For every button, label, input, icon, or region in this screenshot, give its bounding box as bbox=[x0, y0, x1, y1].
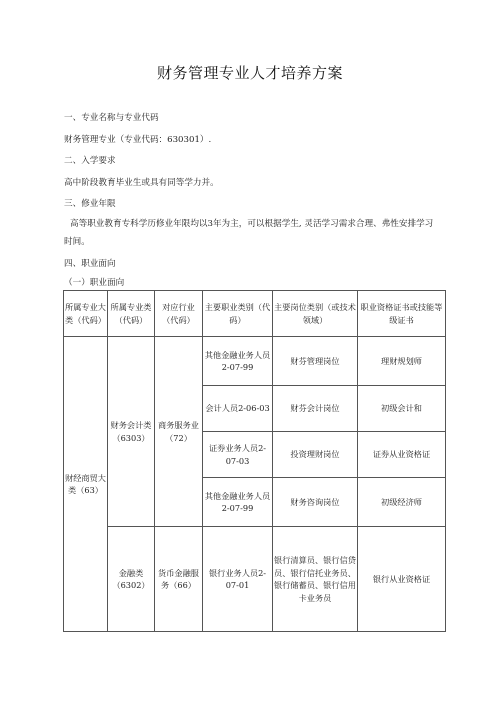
cell-certificate: 理财规划师 bbox=[358, 337, 446, 386]
header-major-category: 所属专业大类（代码） bbox=[64, 291, 108, 337]
cell-occupation: 其他金融业务人员2-07-99 bbox=[203, 478, 273, 527]
cell-occupation: 会计人员2-06-03 bbox=[203, 386, 273, 432]
section-4-subheading: （一）职业面向 bbox=[64, 278, 125, 288]
cell-certificate: 初级经济师 bbox=[358, 478, 446, 527]
cell-position: 投资理财岗位 bbox=[273, 432, 358, 478]
cell-major-category: 财经商贸大类（63） bbox=[64, 337, 108, 632]
document-title: 财务管理专业人才培养方案 bbox=[156, 64, 343, 82]
cell-position: 财芬管理岗位 bbox=[273, 337, 358, 386]
header-occupation: 主要职业类别（代码） bbox=[203, 291, 273, 337]
cell-position: 财芬会计岗位 bbox=[273, 386, 358, 432]
section-2-text: 高中阶段教育毕业生或具有同等学力并。 bbox=[64, 178, 219, 188]
cell-industry-monetary: 货币金融服务（66） bbox=[155, 527, 203, 632]
cell-major-class-banking: 金融类（6302） bbox=[108, 527, 155, 632]
table-row bbox=[64, 527, 446, 632]
section-2-heading: 二、入学要求 bbox=[64, 156, 116, 166]
cell-position: 银行清算员、银行信贷员、银行信托业务员、银行储蓄员、银行信用卡业务员 bbox=[273, 527, 358, 632]
cell-occupation: 其他金融业务人员2-07-99 bbox=[203, 337, 273, 386]
cell-certificate: 证券从业资格证 bbox=[358, 432, 446, 478]
section-4-heading: 四、职业面向 bbox=[64, 259, 116, 269]
cell-industry-business: 商务服务业（72） bbox=[155, 337, 203, 527]
section-1-heading: 一、专业名称与专业代码 bbox=[64, 113, 159, 123]
header-position: 主要岗位类别（或技术领域） bbox=[273, 291, 358, 337]
table-header-row bbox=[64, 291, 446, 337]
header-certificate: 职业资格证书或技能等级证书 bbox=[358, 291, 446, 337]
cell-major-class-finance: 财务会计类（6303） bbox=[108, 337, 155, 527]
cell-occupation: 银行业务人员2-07-01 bbox=[203, 527, 273, 632]
cell-position: 财务咨询岗位 bbox=[273, 478, 358, 527]
header-major-class: 所属专业类（代码） bbox=[108, 291, 155, 337]
section-3-text-line2: 时间。 bbox=[64, 237, 90, 247]
table-row bbox=[64, 337, 446, 386]
cell-certificate: 银行从业资格证 bbox=[358, 527, 446, 632]
section-3-text-line1: 高等职业教育专科学历修业年限均以3年为主，可以根据学生, 灵活学习需求合理、弗性安排学习 bbox=[70, 219, 434, 229]
career-table bbox=[63, 290, 446, 632]
section-3-heading: 三、修业年限 bbox=[64, 199, 116, 209]
cell-certificate: 初级会计和 bbox=[358, 386, 446, 432]
header-industry: 对应行业（代码） bbox=[155, 291, 203, 337]
section-1-text: 财务管理专业（专业代码：630301）. bbox=[64, 135, 212, 145]
cell-occupation: 证券业务人员2-07-03 bbox=[203, 432, 273, 478]
